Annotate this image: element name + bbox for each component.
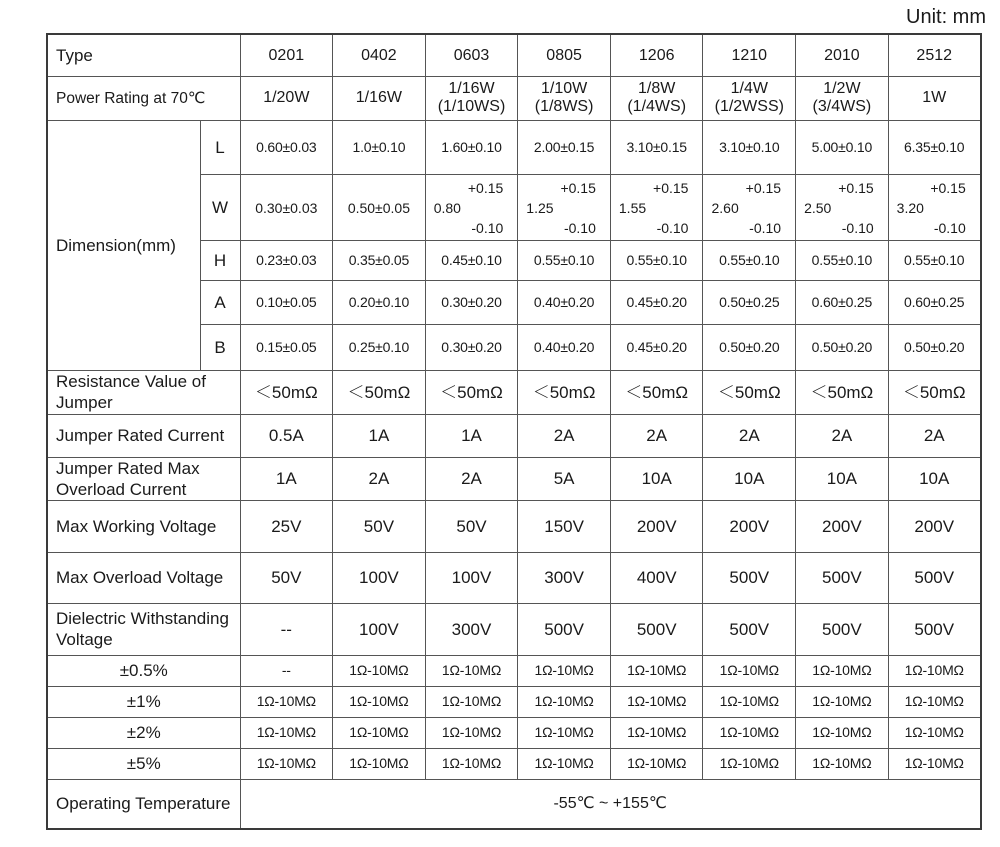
jumper-resistance-cell: ＜50mΩ (333, 370, 426, 414)
max-working-voltage-cell: 200V (703, 500, 796, 552)
resistance-range-cell: -- (240, 655, 333, 686)
max-working-voltage-row (47, 500, 981, 552)
resistance-range-cell: 1Ω-10MΩ (888, 717, 981, 748)
dimension-cell (888, 174, 981, 240)
dimension-cell: 0.15±0.05 (240, 324, 333, 370)
dielectric-voltage-cell: 500V (888, 603, 981, 655)
power-rating-cell (240, 76, 333, 120)
dielectric-voltage-label: Dielectric Withstanding Voltage (47, 603, 240, 655)
power-rating-cell (888, 76, 981, 120)
max-overload-voltage-cell: 500V (703, 552, 796, 603)
dimension-cell: 0.60±0.25 (796, 280, 889, 324)
resistance-range-cell: 1Ω-10MΩ (518, 655, 611, 686)
resistance-range-cell: 1Ω-10MΩ (240, 686, 333, 717)
width-nominal: 3.20 (896, 200, 924, 216)
dimension-cell: 0.45±0.20 (610, 280, 703, 324)
power-rating-cell (796, 76, 889, 120)
jumper-overload-current-cell: 10A (703, 457, 796, 500)
dimension-cell (240, 174, 333, 240)
jumper-rated-current-cell: 2A (888, 414, 981, 457)
max-working-voltage-cell: 200V (888, 500, 981, 552)
width-value (241, 175, 333, 239)
jumper-rated-current-cell: 2A (610, 414, 703, 457)
width-minus-tolerance: -0.10 (841, 220, 874, 236)
resistance-range-cell: 1Ω-10MΩ (796, 686, 889, 717)
dimension-cell: 0.23±0.03 (240, 240, 333, 280)
power-rating-cell (518, 76, 611, 120)
operating-temperature-value: -55℃ ~ +155℃ (240, 779, 981, 829)
dimension-cell: 0.25±0.10 (333, 324, 426, 370)
dimension-cell: 6.35±0.10 (888, 120, 981, 174)
jumper-rated-current-row (47, 414, 981, 457)
resistance-range-cell: 1Ω-10MΩ (610, 655, 703, 686)
dimension-cell (796, 174, 889, 240)
dimension-cell: 0.55±0.10 (796, 240, 889, 280)
jumper-overload-current-cell: 10A (888, 457, 981, 500)
width-minus-tolerance: -0.10 (933, 220, 966, 236)
dimension-cell: 0.55±0.10 (610, 240, 703, 280)
jumper-rated-current-cell: 1A (333, 414, 426, 457)
dimension-cell: 0.50±0.20 (796, 324, 889, 370)
power-rating-value: 1W (922, 89, 947, 106)
power-rating-value: 1/16W (355, 89, 403, 106)
jumper-resistance-row (47, 370, 981, 414)
power-rating-ws: (1/10WS) (437, 98, 506, 115)
dimension-label: Dimension(mm) (47, 120, 200, 370)
power-rating-ws: (1/2WSS) (714, 98, 784, 115)
dimension-sub-label: A (200, 280, 240, 324)
width-value (703, 175, 795, 239)
header-row (47, 34, 981, 76)
resistance-range-cell: 1Ω-10MΩ (703, 748, 796, 779)
dimension-cell: 0.20±0.10 (333, 280, 426, 324)
width-nominal: 0.30±0.03 (255, 200, 318, 216)
dimension-cell (610, 174, 703, 240)
max-working-voltage-cell: 50V (425, 500, 518, 552)
dimension-cell: 3.10±0.15 (610, 120, 703, 174)
dimension-cell: 0.45±0.10 (425, 240, 518, 280)
max-working-voltage-cell: 150V (518, 500, 611, 552)
jumper-resistance-cell: ＜50mΩ (518, 370, 611, 414)
max-overload-voltage-label: Max Overload Voltage (47, 552, 240, 603)
jumper-overload-current-cell: 5A (518, 457, 611, 500)
power-rating-cell (425, 76, 518, 120)
dielectric-voltage-cell: -- (240, 603, 333, 655)
width-nominal: 2.60 (711, 200, 739, 216)
width-nominal: 1.55 (618, 200, 647, 216)
size-header: 2512 (888, 34, 981, 76)
tol-0-5-label: ±0.5% (47, 655, 240, 686)
resistance-range-cell: 1Ω-10MΩ (610, 748, 703, 779)
width-value (889, 175, 980, 239)
power-rating-value: 1/2W (823, 80, 861, 97)
resistance-range-cell: 1Ω-10MΩ (796, 748, 889, 779)
width-minus-tolerance: -0.10 (656, 220, 689, 236)
dimension-cell (518, 174, 611, 240)
jumper-overload-current-label: Jumper Rated Max Overload Current (47, 457, 240, 500)
dimension-sub-label: B (200, 324, 240, 370)
resistance-range-cell: 1Ω-10MΩ (425, 717, 518, 748)
unit-label: Unit: mm (906, 6, 986, 28)
power-rating-value: 1/8W (638, 80, 676, 97)
resistance-range-cell: 1Ω-10MΩ (518, 748, 611, 779)
dielectric-voltage-cell: 500V (703, 603, 796, 655)
power-rating-value: 1/16W (448, 80, 495, 97)
jumper-resistance-cell: ＜50mΩ (240, 370, 333, 414)
dimension-sub-label: H (200, 240, 240, 280)
max-overload-voltage-cell: 500V (888, 552, 981, 603)
power-rating-cell (333, 76, 426, 120)
dimension-cell: 0.35±0.05 (333, 240, 426, 280)
dimension-cell (333, 174, 426, 240)
resistance-range-cell: 1Ω-10MΩ (240, 717, 333, 748)
jumper-overload-current-cell: 2A (425, 457, 518, 500)
max-overload-voltage-cell: 100V (333, 552, 426, 603)
resistance-range-cell: 1Ω-10MΩ (425, 748, 518, 779)
power-rating-row (47, 76, 981, 120)
resistance-range-cell: 1Ω-10MΩ (333, 748, 426, 779)
width-plus-tolerance: +0.15 (653, 180, 689, 196)
power-rating-cell (703, 76, 796, 120)
resistance-range-cell: 1Ω-10MΩ (703, 655, 796, 686)
power-rating-ws: (1/8WS) (534, 98, 594, 115)
resistance-range-cell: 1Ω-10MΩ (610, 686, 703, 717)
width-nominal: 1.25 (526, 200, 554, 216)
width-nominal: 0.80 (433, 200, 461, 216)
max-working-voltage-cell: 200V (796, 500, 889, 552)
max-overload-voltage-cell: 100V (425, 552, 518, 603)
dimension-cell: 0.10±0.05 (240, 280, 333, 324)
dimension-cell (703, 174, 796, 240)
dimension-cell: 0.30±0.20 (425, 280, 518, 324)
dielectric-voltage-cell: 500V (610, 603, 703, 655)
resistance-range-cell: 1Ω-10MΩ (518, 717, 611, 748)
spec-table (46, 33, 982, 830)
size-header: 0603 (425, 34, 518, 76)
max-working-voltage-cell: 25V (240, 500, 333, 552)
size-header: 1210 (703, 34, 796, 76)
power-rating-value: 1/10W (540, 80, 588, 97)
power-rating-value: 1/20W (263, 89, 310, 106)
dimension-cell: 2.00±0.15 (518, 120, 611, 174)
dimension-cell: 0.55±0.10 (703, 240, 796, 280)
dimension-cell: 0.30±0.20 (425, 324, 518, 370)
jumper-rated-current-cell: 0.5A (240, 414, 333, 457)
jumper-resistance-label: Resistance Value of Jumper (47, 370, 240, 414)
jumper-overload-current-cell: 2A (333, 457, 426, 500)
dimension-sub-label: W (200, 174, 240, 240)
resistance-range-cell: 1Ω-10MΩ (425, 686, 518, 717)
power-rating-cell (610, 76, 703, 120)
jumper-resistance-cell: ＜50mΩ (610, 370, 703, 414)
tol-5-row (47, 748, 981, 779)
width-value (518, 175, 610, 239)
max-overload-voltage-cell: 400V (610, 552, 703, 603)
size-header: 1206 (610, 34, 703, 76)
tol-1-row (47, 686, 981, 717)
jumper-overload-current-cell: 1A (240, 457, 333, 500)
width-nominal: 0.50±0.05 (347, 200, 410, 216)
max-working-voltage-label: Max Working Voltage (47, 500, 240, 552)
spec-table-body (47, 34, 981, 829)
jumper-rated-current-cell: 2A (703, 414, 796, 457)
dimension-sub-label: L (200, 120, 240, 174)
resistance-range-cell: 1Ω-10MΩ (796, 655, 889, 686)
jumper-rated-current-cell: 2A (518, 414, 611, 457)
dimension-cell: 0.55±0.10 (518, 240, 611, 280)
width-plus-tolerance: +0.15 (930, 180, 966, 196)
resistance-range-cell: 1Ω-10MΩ (888, 655, 981, 686)
dielectric-voltage-cell: 300V (425, 603, 518, 655)
resistance-range-cell: 1Ω-10MΩ (888, 686, 981, 717)
width-value (333, 175, 425, 239)
max-overload-voltage-cell: 500V (796, 552, 889, 603)
operating-temperature-label: Operating Temperature (47, 779, 240, 829)
max-overload-voltage-row (47, 552, 981, 603)
resistance-range-cell: 1Ω-10MΩ (796, 717, 889, 748)
size-header: 0402 (333, 34, 426, 76)
jumper-rated-current-label: Jumper Rated Current (47, 414, 240, 457)
width-plus-tolerance: +0.15 (745, 180, 782, 196)
dimension-cell: 0.55±0.10 (888, 240, 981, 280)
max-overload-voltage-cell: 300V (518, 552, 611, 603)
resistance-range-cell: 1Ω-10MΩ (888, 748, 981, 779)
resistance-range-cell: 1Ω-10MΩ (333, 655, 426, 686)
resistance-range-cell: 1Ω-10MΩ (333, 686, 426, 717)
tol-0-5-row (47, 655, 981, 686)
dimension-cell: 0.60±0.03 (240, 120, 333, 174)
power-rating-label: Power Rating at 70℃ (47, 76, 240, 120)
max-overload-voltage-cell: 50V (240, 552, 333, 603)
width-plus-tolerance: +0.15 (838, 180, 874, 196)
width-minus-tolerance: -0.10 (563, 220, 596, 236)
resistance-range-cell: 1Ω-10MΩ (703, 686, 796, 717)
power-rating-ws: (1/4WS) (627, 98, 687, 115)
jumper-overload-current-cell: 10A (610, 457, 703, 500)
jumper-resistance-cell: ＜50mΩ (888, 370, 981, 414)
size-header: 2010 (796, 34, 889, 76)
dielectric-voltage-row (47, 603, 981, 655)
dimension-cell: 0.40±0.20 (518, 324, 611, 370)
jumper-rated-current-cell: 2A (796, 414, 889, 457)
dimension-cell: 0.60±0.25 (888, 280, 981, 324)
max-working-voltage-cell: 200V (610, 500, 703, 552)
resistance-range-cell: 1Ω-10MΩ (240, 748, 333, 779)
width-nominal: 2.50 (804, 200, 832, 216)
resistance-range-cell: 1Ω-10MΩ (333, 717, 426, 748)
dimension-cell: 0.50±0.20 (888, 324, 981, 370)
tol-2-label: ±2% (47, 717, 240, 748)
width-value (796, 175, 888, 239)
tol-5-label: ±5% (47, 748, 240, 779)
width-minus-tolerance: -0.10 (749, 220, 782, 236)
resistance-range-cell: 1Ω-10MΩ (518, 686, 611, 717)
dimension-cell: 0.50±0.20 (703, 324, 796, 370)
dimension-cell: 0.50±0.25 (703, 280, 796, 324)
tol-2-row (47, 717, 981, 748)
power-rating-ws: (3/4WS) (812, 98, 872, 115)
jumper-resistance-cell: ＜50mΩ (425, 370, 518, 414)
dimension-cell: 5.00±0.10 (796, 120, 889, 174)
resistance-range-cell: 1Ω-10MΩ (703, 717, 796, 748)
operating-temperature-row (47, 779, 981, 829)
dimension-row-l (47, 120, 981, 174)
dimension-cell (425, 174, 518, 240)
jumper-resistance-cell: ＜50mΩ (703, 370, 796, 414)
power-rating-value: 1/4W (730, 80, 768, 97)
width-plus-tolerance: +0.15 (467, 180, 504, 196)
dimension-cell: 0.40±0.20 (518, 280, 611, 324)
width-value (426, 175, 518, 239)
width-value (611, 175, 703, 239)
jumper-resistance-cell: ＜50mΩ (796, 370, 889, 414)
type-header: Type (47, 34, 240, 76)
dielectric-voltage-cell: 100V (333, 603, 426, 655)
dimension-cell: 0.45±0.20 (610, 324, 703, 370)
dielectric-voltage-cell: 500V (518, 603, 611, 655)
jumper-rated-current-cell: 1A (425, 414, 518, 457)
tol-1-label: ±1% (47, 686, 240, 717)
width-plus-tolerance: +0.15 (560, 180, 596, 196)
dimension-cell: 1.0±0.10 (333, 120, 426, 174)
dimension-cell: 3.10±0.10 (703, 120, 796, 174)
dielectric-voltage-cell: 500V (796, 603, 889, 655)
dimension-cell: 1.60±0.10 (425, 120, 518, 174)
width-minus-tolerance: -0.10 (471, 220, 504, 236)
size-header: 0201 (240, 34, 333, 76)
resistance-range-cell: 1Ω-10MΩ (425, 655, 518, 686)
jumper-overload-current-cell: 10A (796, 457, 889, 500)
resistance-range-cell: 1Ω-10MΩ (610, 717, 703, 748)
max-working-voltage-cell: 50V (333, 500, 426, 552)
size-header: 0805 (518, 34, 611, 76)
jumper-overload-current-row (47, 457, 981, 500)
